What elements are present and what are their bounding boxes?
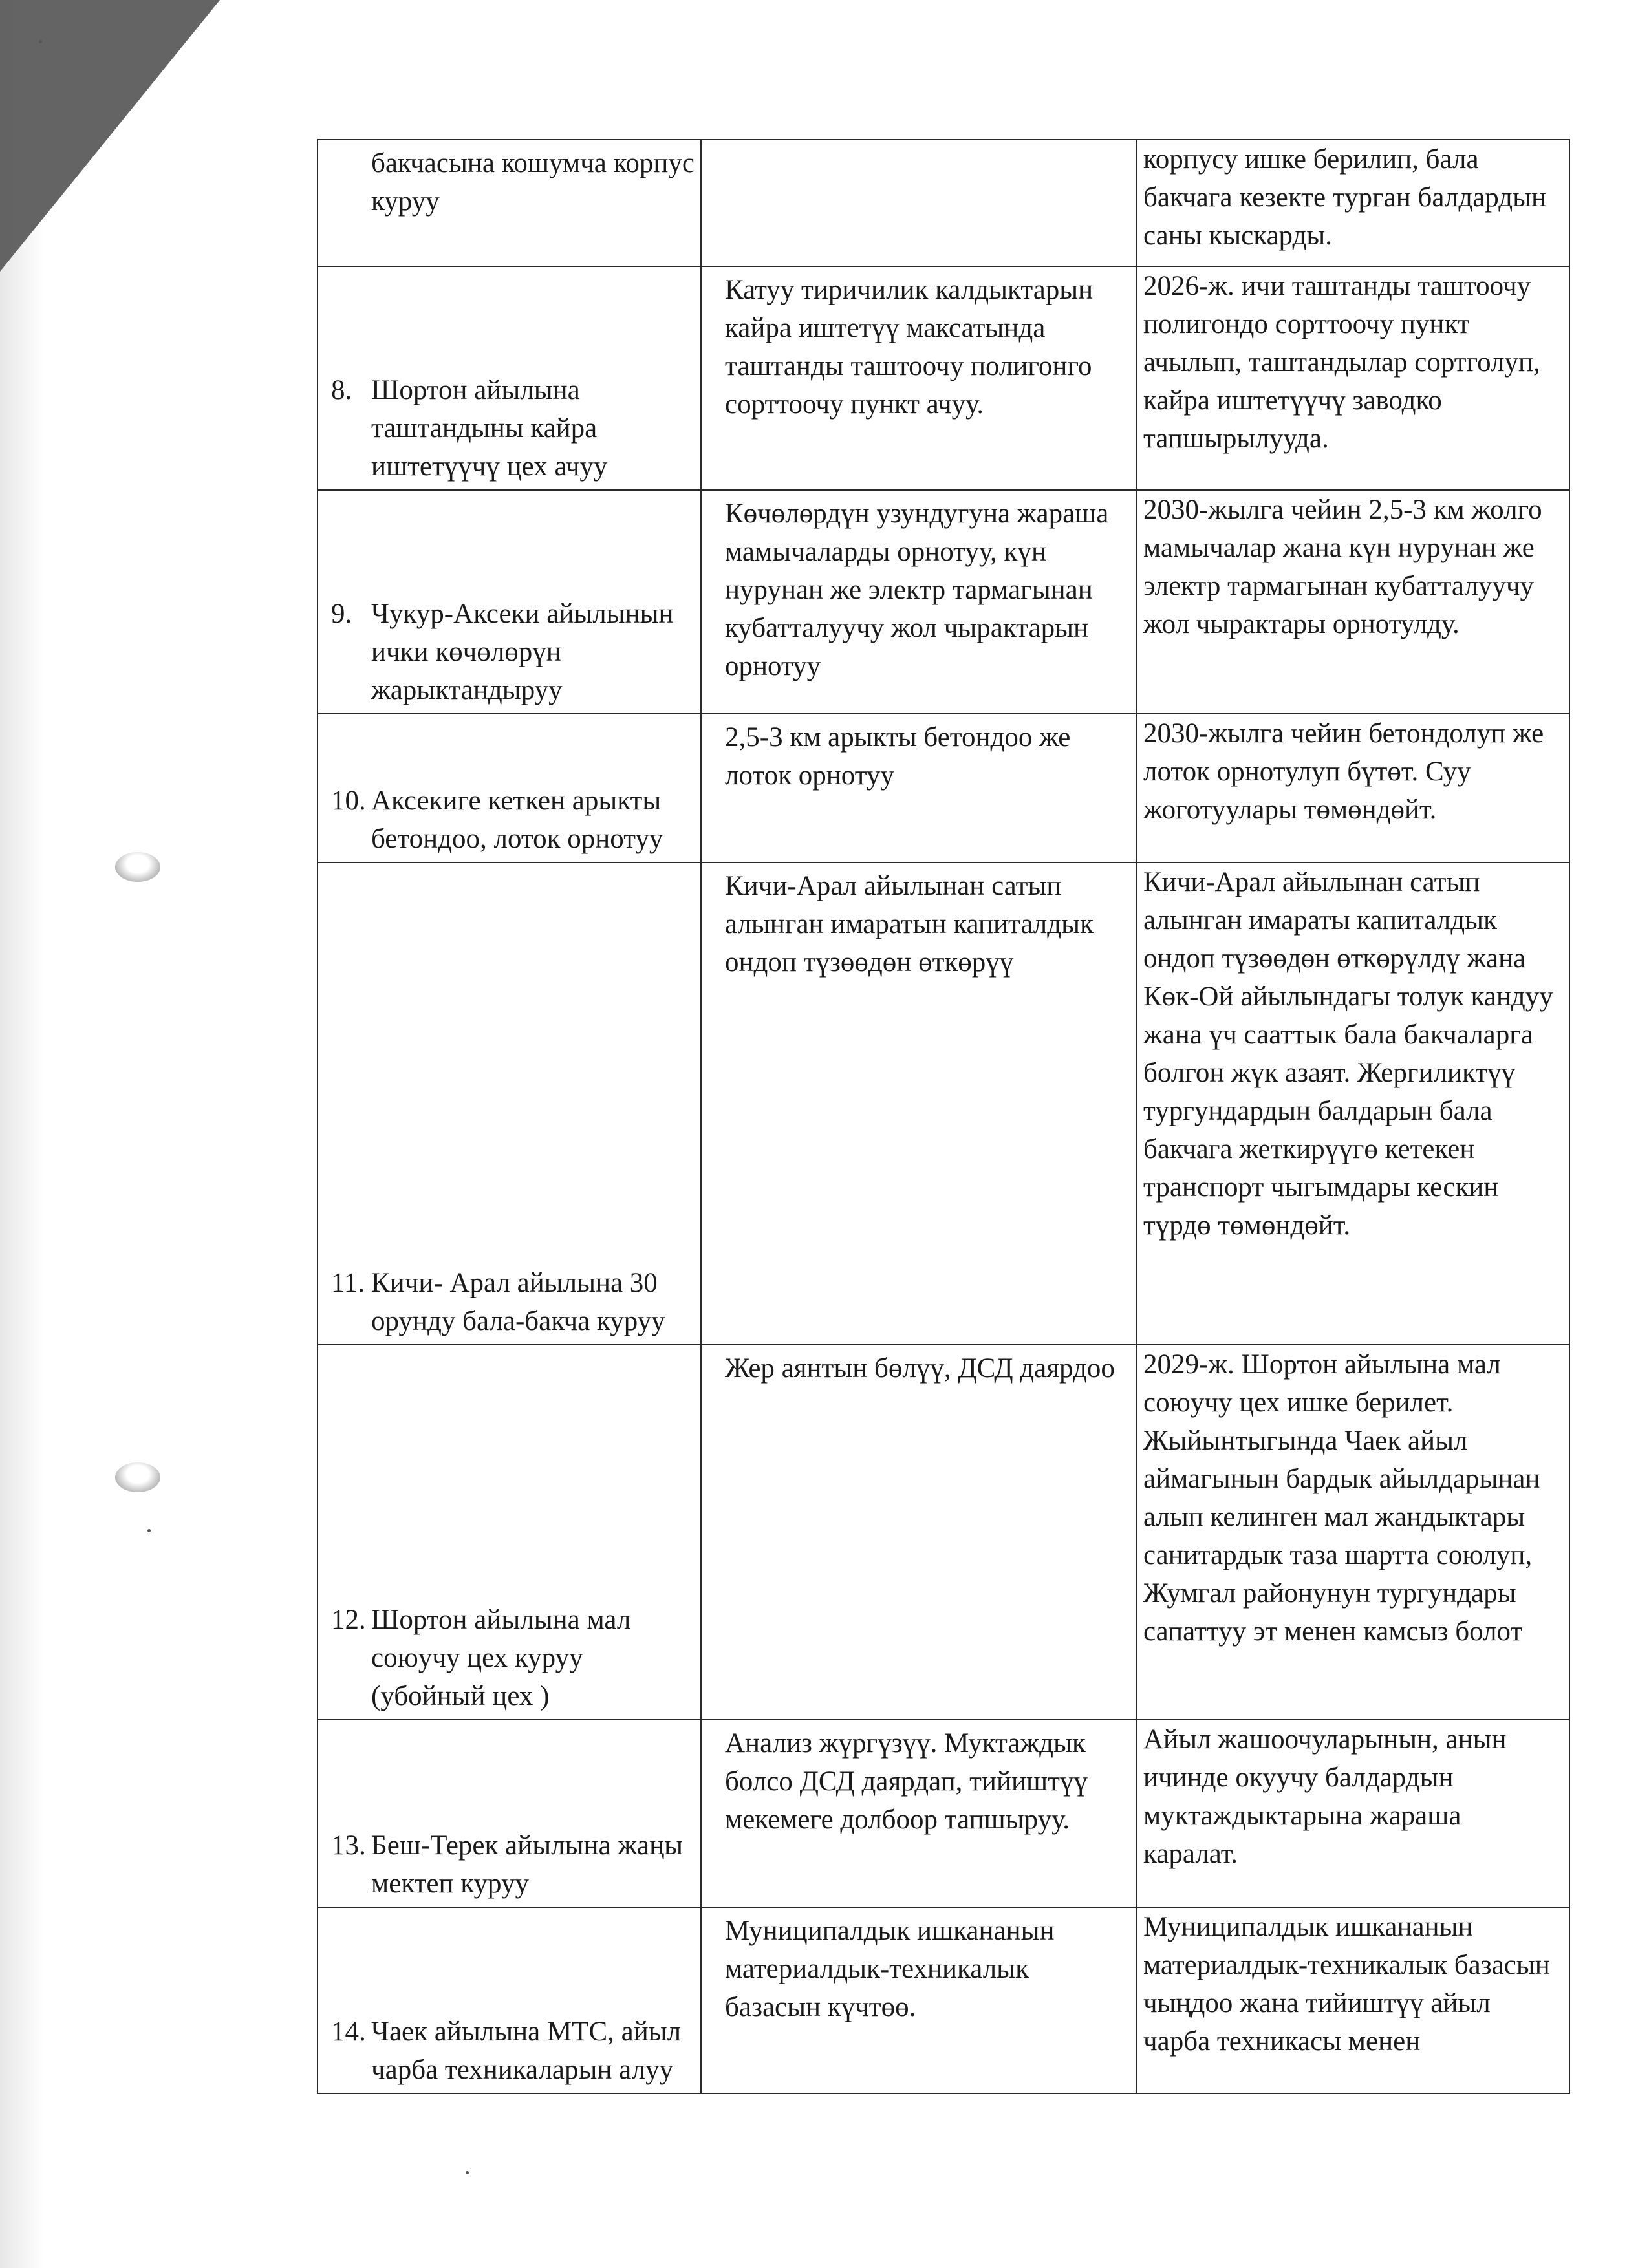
result-text: корпусу ишке берилип, бала бакчага кезекте турган балдардын саны кыскарды. (1143, 144, 1546, 251)
project-name-cell (318, 862, 701, 1345)
action-cell (701, 1345, 1136, 1720)
scan-speck (466, 2171, 469, 2174)
project-name-cell (318, 1345, 701, 1720)
result-cell (1136, 140, 1569, 266)
action-cell (701, 862, 1136, 1345)
table-row (318, 490, 1569, 714)
project-name: Шортон айылына мал союучу цех куруу (убойный цех ) (371, 1605, 631, 1711)
project-name: Аксекиге кеткен арыкты бетондоо, лоток орнотуу (371, 786, 663, 854)
table-row (318, 714, 1569, 862)
scan-corner-shadow (0, 0, 220, 272)
row-number: 14. (331, 2017, 366, 2047)
action-text: Анализ жүргүзүү. Муктаждык болсо ДСД даярдап, тийиштүү мекемеге долбоор тапшыруу. (725, 1728, 1088, 1835)
action-text: Кичи-Арал айылынан сатып алынган имаратын капиталдык ондоп түзөөдөн өткөрүү (725, 871, 1094, 978)
table-row (318, 140, 1569, 266)
row-number: 13. (331, 1830, 366, 1861)
plan-table (317, 139, 1570, 2094)
project-name: Шортон айылына таштандыны кайра иштетүүчү цех ачуу (371, 375, 608, 482)
result-text: Айыл жашоочуларынын, анын ичинде окуучу балдардын муктаждыктарына жараша каралат. (1143, 1724, 1507, 1869)
punch-hole-bottom (115, 1462, 160, 1492)
table-row (318, 1907, 1569, 2093)
scan-speck (39, 40, 42, 43)
punch-hole-top (115, 852, 160, 882)
scan-edge-shadow (0, 0, 45, 2268)
action-cell (701, 490, 1136, 714)
table-row (318, 266, 1569, 490)
result-cell (1136, 1720, 1569, 1907)
result-cell (1136, 1345, 1569, 1720)
project-name-cell (318, 1907, 701, 2093)
action-text: Муниципалдык ишкананын материалдык-техникалык базасын күчтөө. (725, 1916, 1055, 2022)
action-cell (701, 1720, 1136, 1907)
action-text: Катуу тиричилик калдыктарын кайра иштетүү максатында таштанды таштоочу полигонго сорттоочу пункт ачуу. (725, 275, 1094, 420)
table-row (318, 1720, 1569, 1907)
table-row (318, 1345, 1569, 1720)
result-cell (1136, 490, 1569, 714)
result-cell (1136, 714, 1569, 862)
table-row (318, 862, 1569, 1345)
row-number: 12. (331, 1605, 366, 1635)
result-cell (1136, 1907, 1569, 2093)
project-name: Чаек айылына МТС, айыл чарба техникаларын алуу (371, 2017, 682, 2085)
action-cell (701, 714, 1136, 862)
scan-speck (147, 1529, 151, 1532)
row-number: 9. (331, 599, 352, 629)
result-cell (1136, 266, 1569, 490)
project-name-cell (318, 1720, 701, 1907)
project-name: Кичи- Арал айылына 30 орунду бала-бакча куруу (371, 1268, 665, 1336)
project-name: бакчасына кошумча корпус куруу (371, 148, 695, 217)
row-number: 8. (331, 375, 352, 405)
project-name: Чукур-Аксеки айылынын ички көчөлөрүн жарыктандыруу (371, 599, 674, 705)
action-cell (701, 1907, 1136, 2093)
action-text: 2,5-3 км арыкты бетондоо же лоток орнотуу (725, 722, 1071, 791)
result-cell (1136, 862, 1569, 1345)
project-name: Беш-Терек айылына жаңы мектеп куруу (371, 1830, 684, 1899)
project-name-cell (318, 490, 701, 714)
result-text: 2029-ж. Шортон айылына мал союучу цех ишке берилет. Жыйынтыгында Чаек айыл аймагынын бардык айылдарынан алып келинген мал жандыктары санитардык таза шартта союлуп, Жумгал районунун тургундары сапаттуу эт менен камсыз болот (1143, 1349, 1540, 1647)
project-name-cell (318, 714, 701, 862)
action-text: Көчөлөрдүн узундугуна жараша мамычаларды орнотуу, күн нурунан же электр тармагынан кубатталуучу жол чырактарын орнотуу (725, 498, 1109, 681)
action-cell (701, 266, 1136, 490)
project-name-cell (318, 266, 701, 490)
result-text: Муниципалдык ишкананын материалдык-техникалык базасын чыңдоо жана тийиштүү айыл чарба техникасы менен (1143, 1912, 1550, 2057)
row-number: 11. (331, 1268, 365, 1298)
result-text: 2030-жылга чейин бетондолуп же лоток орнотулуп бүтөт. Суу жоготуулары төмөндөйт. (1143, 718, 1544, 825)
row-number: 10. (331, 786, 366, 816)
action-cell (701, 140, 1136, 266)
result-text: 2030-жылга чейин 2,5-3 км жолго мамычалар жана күн нурунан же электр тармагынан кубатталуучу жол чырактары орнотулду. (1143, 495, 1542, 639)
result-text: 2026-ж. ичи таштанды таштоочу полигондо сорттоочу пункт ачылып, таштандылар сортголуп, кайра иштетүүчү заводко тапшырылууда. (1143, 271, 1540, 454)
action-text: Жер аянтын бөлүү, ДСД даярдоо (725, 1353, 1115, 1384)
project-name-cell (318, 140, 701, 266)
result-text: Кичи-Арал айылынан сатып алынган имараты капиталдык ондоп түзөөдөн өткөрүлдү жана Көк-Ой айылындагы толук кандуу жана үч сааттык бала бакчаларга болгон жүк азаят. Жергиликтүү тургундардын балдарын бала бакчага жеткирүүгө кетекен транспорт чыгымдары кескин түрдө төмөндөйт. (1143, 867, 1553, 1241)
